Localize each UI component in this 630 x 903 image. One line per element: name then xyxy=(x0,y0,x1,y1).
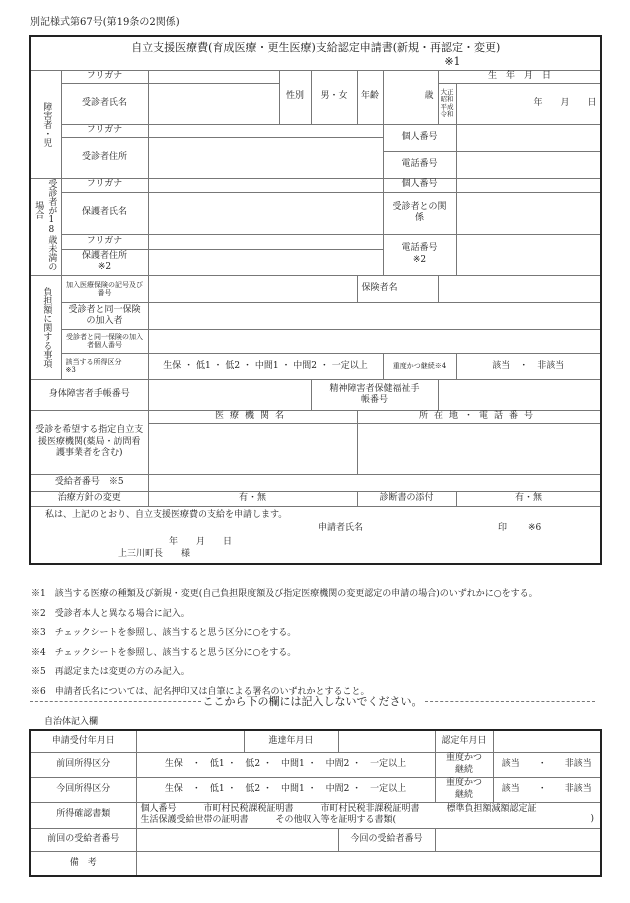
guardian-phone-label xyxy=(383,234,456,275)
guardian-address-text: 保護者住所 xyxy=(81,251,127,261)
institution-address-field[interactable] xyxy=(357,423,601,474)
certified-date-label: 認定年月日 xyxy=(435,730,493,752)
curr-income-label: 今回所得区分 xyxy=(30,777,136,802)
guardian-section-main: 受診者が18歳未満の xyxy=(46,178,57,271)
divider-line-left xyxy=(30,701,201,702)
patient-name-field[interactable] xyxy=(148,83,279,124)
era-options[interactable] xyxy=(438,83,456,124)
title-note: ※1 xyxy=(444,54,461,68)
guardian-section-side: 場合 xyxy=(33,200,44,219)
era-showa[interactable]: 昭和 xyxy=(440,95,454,104)
curr-income-options[interactable]: 生保 ・ 低1 ・ 低2 ・ 中間1 ・ 中間2 ・ 一定以上 xyxy=(136,777,435,802)
title-text: 自立支援医療費(育成医療・更生医療)支給認定申請書(新規・再認定・変更) xyxy=(131,41,501,54)
prev-income-label: 前回所得区分 xyxy=(30,752,136,777)
note-1: ※1 該当する医療の種類及び新規・変更(自己負担限度額及び指定医療機関の変更認定の申請の場合)のいずれかに○をする。 xyxy=(31,589,538,599)
recipient-number-label: 受給者番号 ※5 xyxy=(30,474,148,491)
age-field[interactable]: 歳 xyxy=(383,70,438,124)
declaration-date[interactable]: 年 月 日 xyxy=(169,536,233,547)
age-label: 年齢 xyxy=(357,70,383,124)
relation-field[interactable] xyxy=(456,192,601,234)
patient-furigana-field[interactable] xyxy=(148,70,279,83)
institution-address-header: 所在地・電話番号 xyxy=(357,410,601,423)
forwarded-date-label: 進達年月日 xyxy=(244,730,338,752)
patient-address-field[interactable] xyxy=(148,137,383,178)
note-2: ※2 受診者本人と異なる場合に記入。 xyxy=(31,608,190,619)
severe-text: 重度かつ継続 xyxy=(392,362,435,371)
form-title xyxy=(30,36,601,70)
severe-note: ※4 xyxy=(434,362,447,371)
relation-label: 受診者との関係 xyxy=(383,192,456,234)
mental-handbook-label: 精神障害者保健福祉手帳番号 xyxy=(311,379,438,410)
section-burden: 負担額に関する事項 xyxy=(30,275,61,379)
section-guardian xyxy=(30,178,61,275)
application-form-table xyxy=(29,35,602,565)
prev-income-options[interactable]: 生保 ・ 低1 ・ 低2 ・ 中間1 ・ 中間2 ・ 一定以上 xyxy=(136,752,435,777)
note-3: ※3 チェックシートを参照し、該当すると思う区分に○をする。 xyxy=(31,628,297,638)
treatment-change-options[interactable]: 有・無 xyxy=(148,491,357,506)
patient-phone-field[interactable] xyxy=(456,151,601,178)
divider-text: ここから下の欄には記入しないでください。 xyxy=(202,695,423,708)
same-insured-number-field[interactable] xyxy=(148,329,601,353)
income-docs-line-2[interactable]: 生活保護受給世帯の証明書 その他収入等を証明する書類( xyxy=(140,815,397,825)
declaration-block xyxy=(30,506,601,564)
divider-line-right xyxy=(425,701,596,702)
curr-recipient-label: 今回の受給者番号 xyxy=(338,828,435,851)
guardian-address-label xyxy=(61,249,148,275)
same-insured-number-label: 受診者と同一保険の加入者個人番号 xyxy=(61,329,148,353)
address-furigana-label: フリガナ xyxy=(61,124,148,137)
notes-list xyxy=(31,586,538,703)
physical-handbook-label: 身体障害者手帳番号 xyxy=(30,379,148,410)
severe-options[interactable]: 該当 ・ 非該当 xyxy=(456,353,601,379)
prev-recipient-label: 前回の受給者番号 xyxy=(30,828,136,851)
section-patient: 障害者・児 xyxy=(30,70,61,178)
birth-header: 生 年 月 日 xyxy=(438,70,601,83)
severe-label xyxy=(383,353,456,379)
guardian-phone-note: ※2 xyxy=(412,254,427,265)
recipient-number-field[interactable] xyxy=(148,474,601,491)
sex-label: 性別 xyxy=(279,70,311,124)
treatment-change-label: 治療方針の変更 xyxy=(30,491,148,506)
income-docs-line-1[interactable]: 個人番号 市町村民税課税証明書 市町村民税非課税証明書 標準負担額減額認定証 xyxy=(140,803,537,814)
guardian-phone-field[interactable] xyxy=(456,234,601,275)
guardian-personal-number-label: 個人番号 xyxy=(383,178,456,192)
guardian-name-field[interactable] xyxy=(148,192,383,234)
guardian-address-furigana-label: フリガナ xyxy=(61,234,148,249)
guardian-name-label: 保護者氏名 xyxy=(61,192,148,234)
municipal-table xyxy=(29,729,602,877)
note-4: ※4 チェックシートを参照し、該当すると思う区分に○をする。 xyxy=(31,647,297,658)
patient-name-label: 受診者氏名 xyxy=(61,83,148,124)
institution-label: 受診を希望する指定自立支援医療機関(薬局・訪問看護事業者を含む) xyxy=(30,410,148,474)
remarks-field[interactable] xyxy=(136,851,601,876)
institution-name-field[interactable] xyxy=(148,423,357,474)
income-docs-close: ) xyxy=(590,814,594,825)
patient-phone-label: 電話番号 xyxy=(383,151,456,178)
applicant-name-label: 申請者氏名 xyxy=(318,522,364,533)
received-date-label: 申請受付年月日 xyxy=(30,730,136,752)
certified-date-field[interactable] xyxy=(493,730,601,752)
guardian-furigana-label: フリガナ xyxy=(61,178,148,192)
guardian-personal-number-field[interactable] xyxy=(456,178,601,192)
era-heisei[interactable]: 平成 xyxy=(440,102,454,111)
income-class-text: 該当する所得区分 xyxy=(65,358,122,367)
seal-mark: 印 xyxy=(498,522,508,533)
honorific: 様 xyxy=(181,548,191,559)
patient-personal-number-label: 個人番号 xyxy=(383,124,456,151)
insurance-number-field[interactable] xyxy=(148,275,357,302)
income-docs-label: 所得確認書類 xyxy=(30,802,136,828)
income-class-note: ※3 xyxy=(65,366,76,375)
physical-handbook-field[interactable] xyxy=(148,379,311,410)
curr-severe-label: 重度かつ継続 xyxy=(435,777,493,802)
forwarded-date-field[interactable] xyxy=(338,730,435,752)
curr-recipient-field[interactable] xyxy=(435,828,601,851)
income-class-options[interactable]: 生保 ・ 低1 ・ 低2 ・ 中間1 ・ 中間2 ・ 一定以上 xyxy=(148,353,383,379)
prev-recipient-field[interactable] xyxy=(136,828,338,851)
guardian-address-field[interactable] xyxy=(148,249,383,275)
income-class-label xyxy=(61,353,148,379)
sex-options[interactable]: 男・女 xyxy=(311,70,357,124)
guardian-address-note: ※2 xyxy=(97,262,112,273)
declaration-text: 私は、上記のとおり、自立支援医療費の支給を申請します。 xyxy=(45,509,288,520)
note-6: ※6 申請者氏名については、記名押印又は自筆による署名のいずれかとすること。 xyxy=(31,686,370,697)
insurer-label: 保険者名 xyxy=(357,275,438,302)
prev-severe-label: 重度かつ継続 xyxy=(435,752,493,777)
guardian-address-furigana-field[interactable] xyxy=(148,234,383,249)
era-taisho[interactable]: 大正 xyxy=(440,87,454,96)
addressee: 上三川町長 xyxy=(118,548,164,559)
diagnosis-attach-options[interactable]: 有・無 xyxy=(456,491,601,506)
note-5: ※5 再認定または変更の方のみ記入。 xyxy=(31,667,190,677)
same-insured-label: 受診者と同一保険の加入者 xyxy=(61,302,148,329)
municipal-section-label: 自治体記入欄 xyxy=(44,717,99,727)
patient-address-label: 受診者住所 xyxy=(61,137,148,178)
institution-name-header: 医療機関名 xyxy=(148,410,357,423)
curr-severe-options[interactable]: 該当 ・ 非該当 xyxy=(493,777,601,802)
seal-note: ※6 xyxy=(528,522,542,533)
guardian-furigana-field[interactable] xyxy=(148,178,383,192)
prev-severe-options[interactable]: 該当 ・ 非該当 xyxy=(493,752,601,777)
received-date-field[interactable] xyxy=(136,730,244,752)
guardian-phone-text: 電話番号 xyxy=(401,243,438,254)
mental-handbook-field[interactable] xyxy=(438,379,601,410)
do-not-write-divider xyxy=(30,693,595,709)
era-reiwa[interactable]: 令和 xyxy=(440,109,454,118)
patient-furigana-label: フリガナ xyxy=(61,70,148,83)
address-furigana-field[interactable] xyxy=(148,124,383,137)
patient-personal-number-field[interactable] xyxy=(456,124,601,151)
insurance-number-label: 加入医療保険の記号及び番号 xyxy=(61,275,148,302)
insurer-field[interactable] xyxy=(438,275,601,302)
diagnosis-attach-label: 診断書の添付 xyxy=(357,491,456,506)
birth-date-field[interactable]: 年 月 日 xyxy=(456,83,601,124)
income-docs-options[interactable] xyxy=(136,802,601,828)
same-insured-field[interactable] xyxy=(148,302,601,329)
form-number-label: 別記様式第67号(第19条の2関係) xyxy=(30,17,180,28)
remarks-label: 備 考 xyxy=(30,851,136,876)
